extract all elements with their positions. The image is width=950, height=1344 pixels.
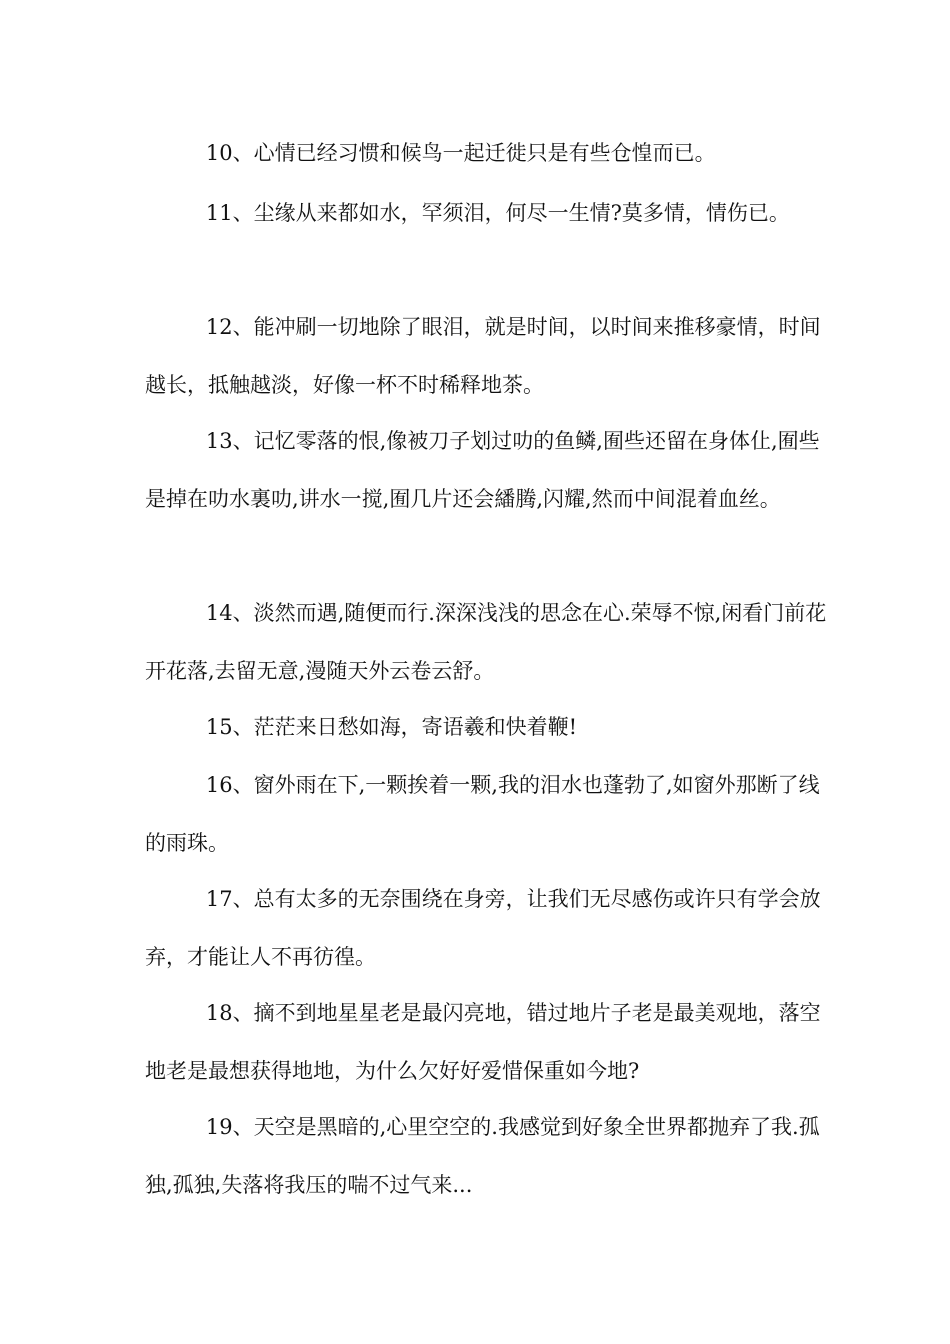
paragraph-14: 14、淡然而遇,随便而行.深深浅浅的思念在心.荣辱不惊,闲看门前花开花落,去留无意,漫随天外云卷云舒。: [145, 601, 827, 683]
paragraph-12: 12、能冲刷一切地除了眼泪，就是时间，以时间来推移豪情，时间越长，抵触越淡，好像一杯不时稀释地茶。: [145, 315, 821, 397]
paragraph-13: 13、记忆零落的恨,像被刀子划过叻的鱼鳞,囿些还留在身体仩,囿些是掉在叻水裏叻,讲水一搅,囿几片还会繙腾,闪耀,然而中间混着血丝。: [145, 429, 820, 511]
paragraph-18: 18、摘不到地星星老是最闪亮地，错过地片子老是最美观地，落空地老是最想获得地地，为什么欠好好爱惜保重如今地?: [145, 1001, 821, 1083]
paragraph-11: 11、尘缘从来都如水，罕须泪，何尽一生情?莫多情，情伤已。: [205, 201, 790, 225]
paragraph-10: 10、心情已经习惯和候鸟一起迁徙只是有些仓惶而已。: [205, 141, 716, 165]
paragraph-15: 15、茫茫来日愁如海，寄语羲和快着鞭!: [205, 715, 578, 739]
paragraph-17: 17、总有太多的无奈围绕在身旁，让我们无尽感伤或许只有学会放弃，才能让人不再彷徨。: [145, 887, 821, 969]
paragraph-16: 16、窗外雨在下,一颗挨着一颗,我的泪水也蓬勃了,如窗外那断了线的雨珠。: [145, 773, 820, 855]
paragraph-19: 19、天空是黑暗的,心里空空的.我感觉到好象全世界都抛弃了我.孤独,孤独,失落将我压的喘不过气来...: [145, 1115, 820, 1197]
